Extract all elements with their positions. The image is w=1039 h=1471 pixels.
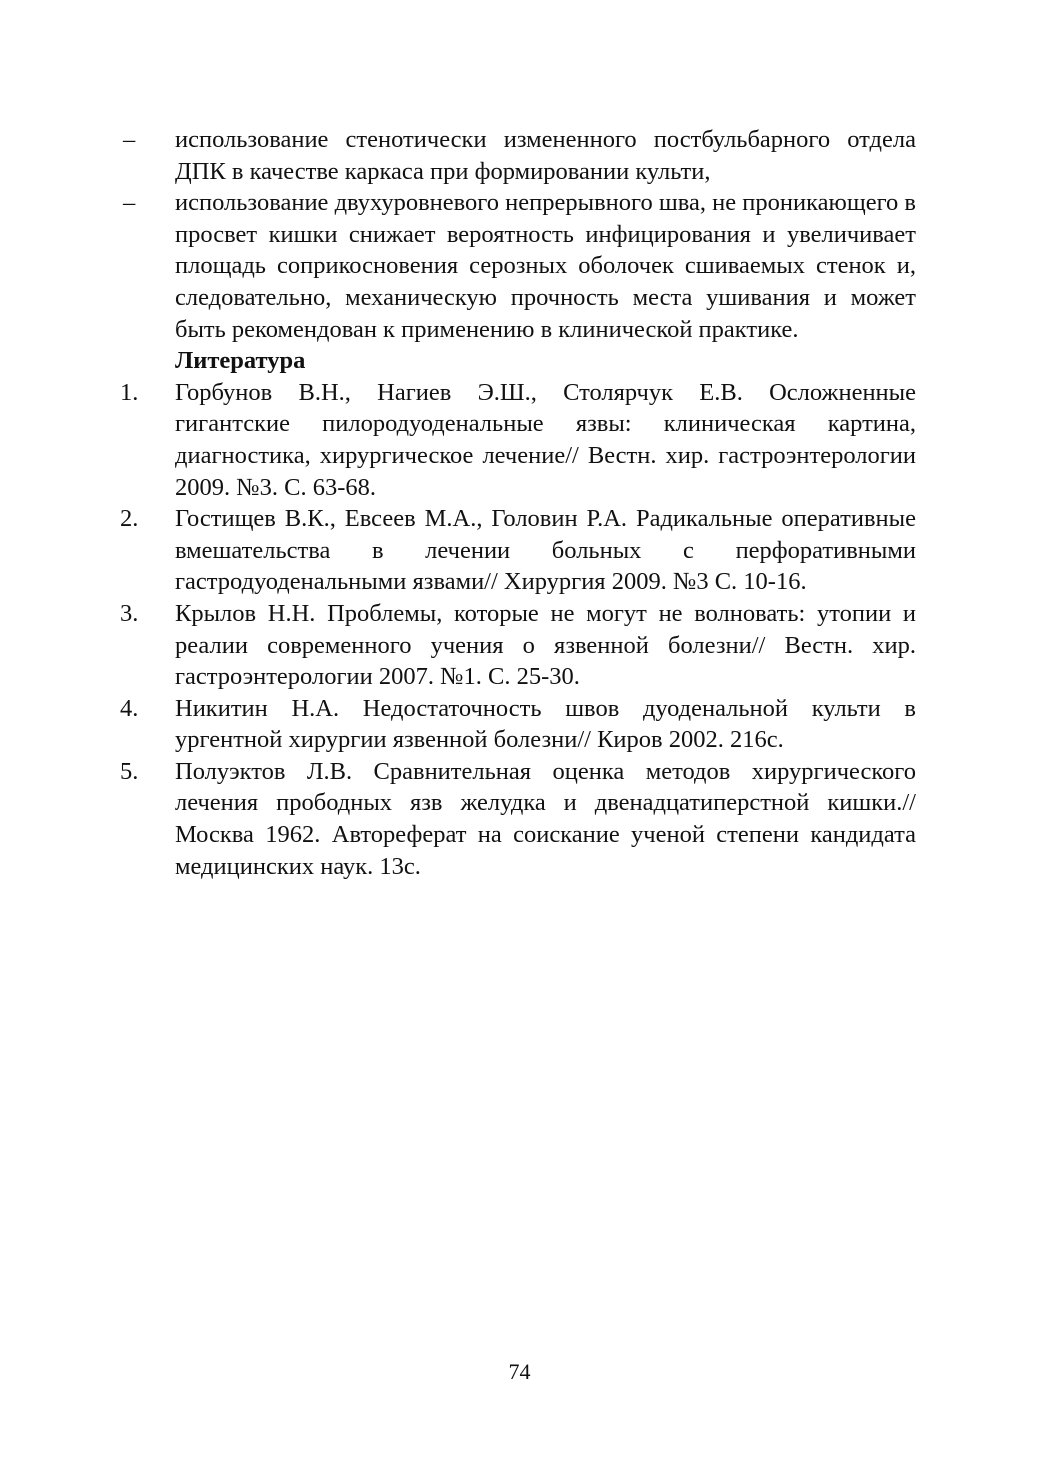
reference-text: Никитин Н.А. Недостаточность швов дуоденальной культи в ургентной хирургии язвенной болезни// Киров 2002. 216с. (175, 694, 916, 754)
reference-number: 3. (120, 599, 139, 627)
reference-number: 1. (120, 378, 139, 406)
reference-number: 4. (120, 694, 139, 722)
reference-text: Полуэктов Л.В. Сравнительная оценка методов хирургического лечения прободных язв желудка и двенадцатиперстной кишки.// Москва 1962. Автореферат на соискание ученой степени кандидата медицинских наук. 13с. (175, 757, 916, 880)
reference-number: 2. (120, 505, 139, 533)
dash-marker: – (123, 126, 136, 153)
reference-text: Горбунов В.Н., Нагиев Э.Ш., Столярчук Е.В. Осложненные гигантские пилородуоденальные язвы: клиническая картина, диагностика, хирургическое лечение// Вестн. хир. гастроэнтерологии 2009. №3. С. 63-68. (175, 378, 916, 501)
bullet-item (120, 124, 916, 187)
reference-item (120, 693, 916, 756)
dash-marker: – (123, 189, 136, 217)
references-heading: Литература (175, 347, 306, 375)
reference-item (120, 503, 916, 598)
reference-number: 5. (120, 757, 139, 785)
bullet-text: использование стенотически измененного постбульбарного отдела ДПК в качестве каркаса при формировании культи, (175, 126, 916, 185)
page-content (120, 124, 916, 882)
reference-item (120, 598, 916, 693)
reference-text: Гостищев В.К., Евсеев М.А., Головин Р.А. Радикальные оперативные вмешательства в лечении больных с перфоративными гастродуоденальными язвами// Хирургия 2009. №3 С. 10-16. (175, 505, 916, 596)
bullet-item (120, 187, 916, 345)
bullet-text: использование двухуровневого непрерывного шва, не проникающего в просвет кишки снижает вероятность инфицирования и увеличивает площадь соприкосновения серозных оболочек сшиваемых стенок и, следовательно, механическую прочность места ушивания и может быть рекомендован к применению в клинической практике. (175, 189, 916, 343)
reference-item (120, 377, 916, 503)
page-number: 74 (508, 1359, 531, 1384)
reference-item (120, 756, 916, 882)
reference-text: Крылов Н.Н. Проблемы, которые не могут не волновать: утопии и реалии современного учения о язвенной болезни// Вестн. хир. гастроэнтерологии 2007. №1. С. 25-30. (175, 599, 916, 691)
